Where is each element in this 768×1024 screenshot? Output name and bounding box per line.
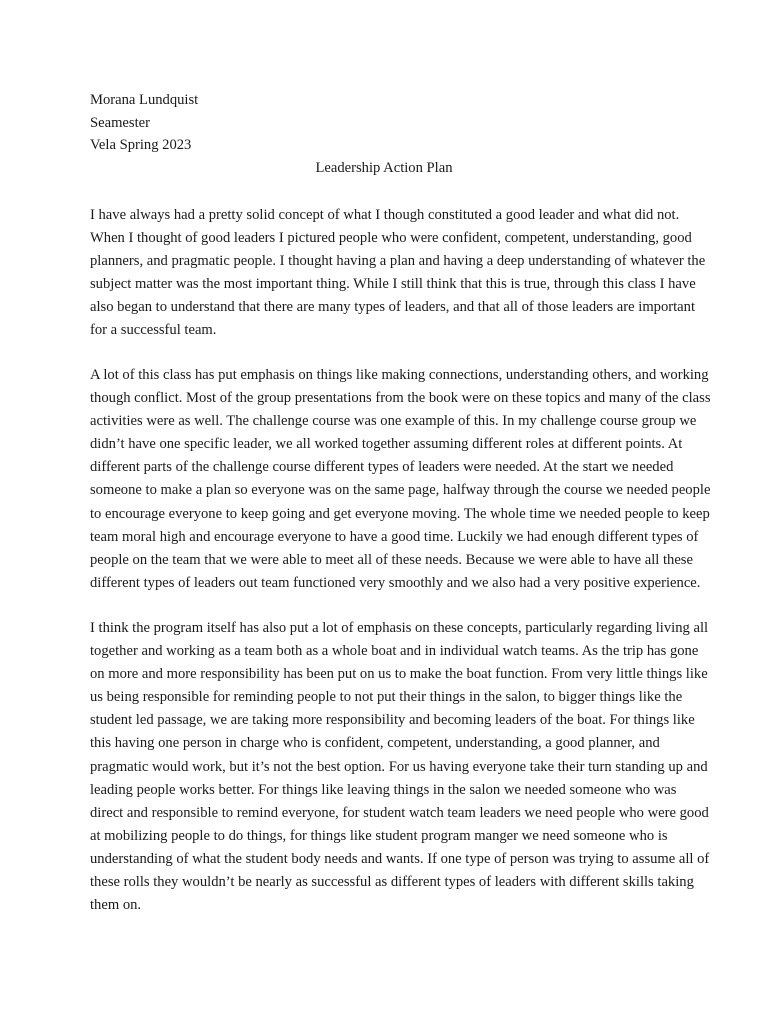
paragraph-line: planners, and pragmatic people. I thought having a plan and having a deep understanding of whatever the <box>90 253 706 270</box>
paragraph-line: at mobilizing people to do things, for things like student program manger we need someone who is <box>90 827 668 844</box>
paragraph-2 <box>90 364 710 595</box>
paragraph-line: A lot of this class has put emphasis on things like making connections, understanding others, and working <box>90 367 709 383</box>
paragraph-line: pragmatic would work, but it’s not the best option. For us having everyone take their turn standing up and <box>90 758 708 775</box>
program-name: Seamester <box>90 114 150 131</box>
paragraph-line: student led passage, we are taking more responsibility and becoming leaders of the boat. For things like <box>90 712 695 729</box>
paragraph-line: these rolls they wouldn’t be nearly as successful as different types of leaders with different skills taking <box>90 874 694 891</box>
paragraph-line: people on the team that we were able to meet all of these needs. Because we were able to have all these <box>90 551 693 568</box>
paragraph-line: When I thought of good leaders I pictured people who were confident, competent, understanding, good <box>90 230 692 247</box>
paragraph-line: activities were as well. The challenge course was one example of this. In my challenge course group we <box>90 413 697 430</box>
term-name: Vela Spring 2023 <box>90 137 192 153</box>
paragraph-3 <box>90 617 710 917</box>
paragraph-line: I think the program itself has also put a lot of emphasis on these concepts, particularly regarding living all <box>90 620 709 636</box>
paragraph-line: to encourage everyone to keep going and get everyone moving. The whole time we needed people to keep <box>90 505 710 522</box>
paragraph-line: us being responsible for reminding people to not put their things in the salon, to bigger things like the <box>90 689 683 706</box>
paragraph-line: leading people works better. For things like leaving things in the salon we needed someone who was <box>90 781 677 798</box>
paragraph-line: them on. <box>90 897 142 914</box>
paragraph-line: someone to make a plan so everyone was on the same page, halfway through the course we needed people <box>90 482 711 499</box>
paragraph-line: subject matter was the most important thing. While I still think that this is true, through this class I have <box>90 276 696 293</box>
paragraph-line: direct and responsible to remind everyone, for student watch team leaders we need people who were good <box>90 804 709 821</box>
document-header <box>90 89 690 157</box>
paragraph-line: team moral high and encourage everyone to have a good time. Luckily we had enough different types of <box>90 528 699 545</box>
paragraph-line: also began to understand that there are many types of leaders, and that all of those leaders are important <box>90 299 696 316</box>
author-name: Morana Lundquist <box>90 92 199 108</box>
paragraph-line: different types of leaders out team functioned very smoothly and we also had a very positive experience. <box>90 574 701 591</box>
paragraph-1 <box>90 204 710 343</box>
paragraph-line: on more and more responsibility has been put on us to make the boat function. From very little things like <box>90 666 708 683</box>
document-title: Leadership Action Plan <box>315 160 453 176</box>
paragraph-line: together and working as a team both as a whole boat and in individual watch teams. As the trip has gone <box>90 643 699 660</box>
paragraph-line: for a successful team. <box>90 322 217 339</box>
paragraph-line: I have always had a pretty solid concept of what I though constituted a good leader and what did not. <box>90 207 680 223</box>
paragraph-line: different parts of the challenge course different types of leaders were needed. At the start we needed <box>90 459 674 476</box>
paragraph-line: though conflict. Most of the group presentations from the book were on these topics and many of the class <box>90 390 711 407</box>
paragraph-line: this having one person in charge who is confident, competent, understanding, a good planner, and <box>90 735 660 752</box>
paragraph-line: understanding of what the student body needs and wants. If one type of person was trying to assume all of <box>90 850 710 867</box>
paragraph-line: didn’t have one specific leader, we all worked together assuming different roles at different points. At <box>90 436 683 453</box>
